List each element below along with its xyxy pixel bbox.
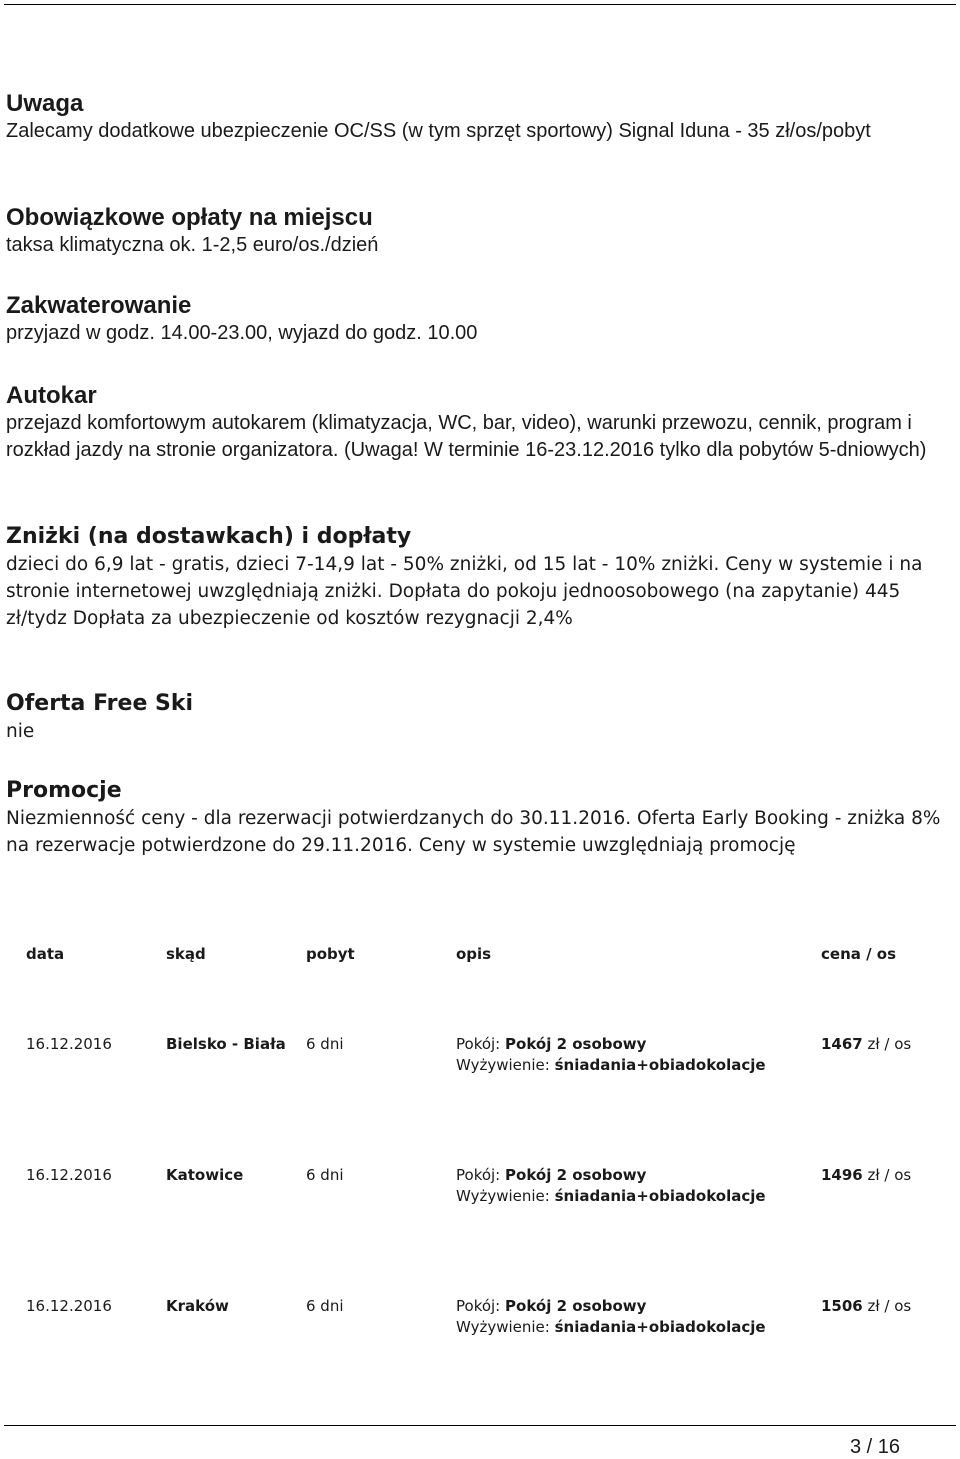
top-rule bbox=[4, 4, 956, 5]
section-text: dzieci do 6,9 lat - gratis, dzieci 7-14,9 lat - 50% zniżki, od 15 lat - 10% zniżki. Ceny w systemie i na stronie internetowej uwzględniają zniżki. Dopłata do pokoju jednoosobowego (na zapytanie) 445 zł/tydz Dopłata za ubezpieczenie od kosztów rezygnacji 2,4% bbox=[6, 554, 923, 629]
row-price bbox=[821, 1035, 911, 1053]
section-text: przejazd komfortowym autokarem (klimatyzacja, WC, bar, video), warunki przewozu, cennik, program i rozkład jazdy na stronie organizatora. (Uwaga! W terminie 16-23.12.2016 tylko dla pobytów 5-dniowych) bbox=[6, 412, 927, 461]
table-row bbox=[26, 1297, 936, 1347]
section-title: Oferta Free Ski bbox=[6, 691, 194, 716]
section-znizki bbox=[6, 523, 954, 632]
section-title: Promocje bbox=[6, 778, 122, 803]
board-label: Wyżywienie: bbox=[456, 1056, 550, 1074]
header-opis: opis bbox=[456, 945, 492, 963]
section-promocje bbox=[6, 777, 954, 859]
table-row bbox=[26, 1035, 936, 1085]
room-label: Pokój: bbox=[456, 1035, 501, 1053]
row-date: 16.12.2016 bbox=[26, 1297, 112, 1315]
section-text: Niezmienność ceny - dla rezerwacji potwierdzanych do 30.11.2016. Oferta Early Booking - zniżka 8% na rezerwacje potwierdzone do 29.11.2016. Ceny w systemie uwzględniają promocję bbox=[6, 808, 941, 856]
row-departure: Bielsko - Biała bbox=[166, 1035, 286, 1053]
room-value: Pokój 2 osobowy bbox=[505, 1297, 647, 1315]
section-uwaga bbox=[6, 90, 954, 145]
row-departure: Kraków bbox=[166, 1297, 229, 1315]
header-pobyt: pobyt bbox=[306, 945, 355, 963]
page-number: 3 / 16 bbox=[850, 1436, 901, 1458]
row-description bbox=[456, 1166, 766, 1205]
section-zakwaterowanie bbox=[6, 292, 954, 347]
board-value: śniadania+obiadokolacje bbox=[554, 1318, 766, 1336]
board-label: Wyżywienie: bbox=[456, 1187, 550, 1205]
board-line bbox=[456, 1318, 766, 1336]
row-departure: Katowice bbox=[166, 1166, 244, 1184]
price-unit: zł / os bbox=[867, 1297, 912, 1315]
section-title: Zniżki (na dostawkach) i dopłaty bbox=[6, 524, 412, 549]
row-date: 16.12.2016 bbox=[26, 1166, 112, 1184]
board-value: śniadania+obiadokolacje bbox=[554, 1187, 766, 1205]
row-price bbox=[821, 1166, 911, 1184]
room-label: Pokój: bbox=[456, 1297, 501, 1315]
price-unit: zł / os bbox=[867, 1035, 912, 1053]
price-unit: zł / os bbox=[867, 1166, 912, 1184]
price-value: 1506 bbox=[821, 1297, 863, 1315]
section-text: nie bbox=[6, 721, 35, 742]
board-line bbox=[456, 1056, 766, 1074]
board-line bbox=[456, 1187, 766, 1205]
row-stay: 6 dni bbox=[306, 1297, 344, 1315]
room-value: Pokój 2 osobowy bbox=[505, 1166, 647, 1184]
header-data: data bbox=[26, 945, 65, 963]
section-title: Zakwaterowanie bbox=[6, 292, 192, 319]
room-value: Pokój 2 osobowy bbox=[505, 1035, 647, 1053]
section-title: Obowiązkowe opłaty na miejscu bbox=[6, 204, 373, 231]
section-text: taksa klimatyczna ok. 1-2,5 euro/os./dzień bbox=[6, 234, 379, 256]
bottom-rule bbox=[4, 1425, 956, 1426]
price-value: 1467 bbox=[821, 1035, 863, 1053]
board-label: Wyżywienie: bbox=[456, 1318, 550, 1336]
offers-table bbox=[26, 945, 936, 1336]
row-description bbox=[456, 1035, 766, 1074]
header-cena: cena / os bbox=[821, 945, 897, 963]
section-text: Zalecamy dodatkowe ubezpieczenie OC/SS (w tym sprzęt sportowy) Signal Iduna - 35 zł/os/pobyt bbox=[6, 120, 871, 142]
row-price bbox=[821, 1297, 911, 1315]
section-autokar bbox=[6, 382, 954, 464]
row-stay: 6 dni bbox=[306, 1166, 344, 1184]
table-header-row bbox=[26, 945, 936, 975]
room-label: Pokój: bbox=[456, 1166, 501, 1184]
row-date: 16.12.2016 bbox=[26, 1035, 112, 1053]
section-text: przyjazd w godz. 14.00-23.00, wyjazd do godz. 10.00 bbox=[6, 322, 478, 344]
board-value: śniadania+obiadokolacje bbox=[554, 1056, 766, 1074]
table-row bbox=[26, 1166, 936, 1216]
section-title: Autokar bbox=[6, 382, 97, 409]
row-description bbox=[456, 1297, 766, 1336]
header-skad: skąd bbox=[166, 945, 206, 963]
section-oplaty bbox=[6, 204, 954, 259]
section-title: Uwaga bbox=[6, 90, 84, 117]
row-stay: 6 dni bbox=[306, 1035, 344, 1053]
section-free-ski bbox=[6, 690, 954, 745]
price-value: 1496 bbox=[821, 1166, 863, 1184]
